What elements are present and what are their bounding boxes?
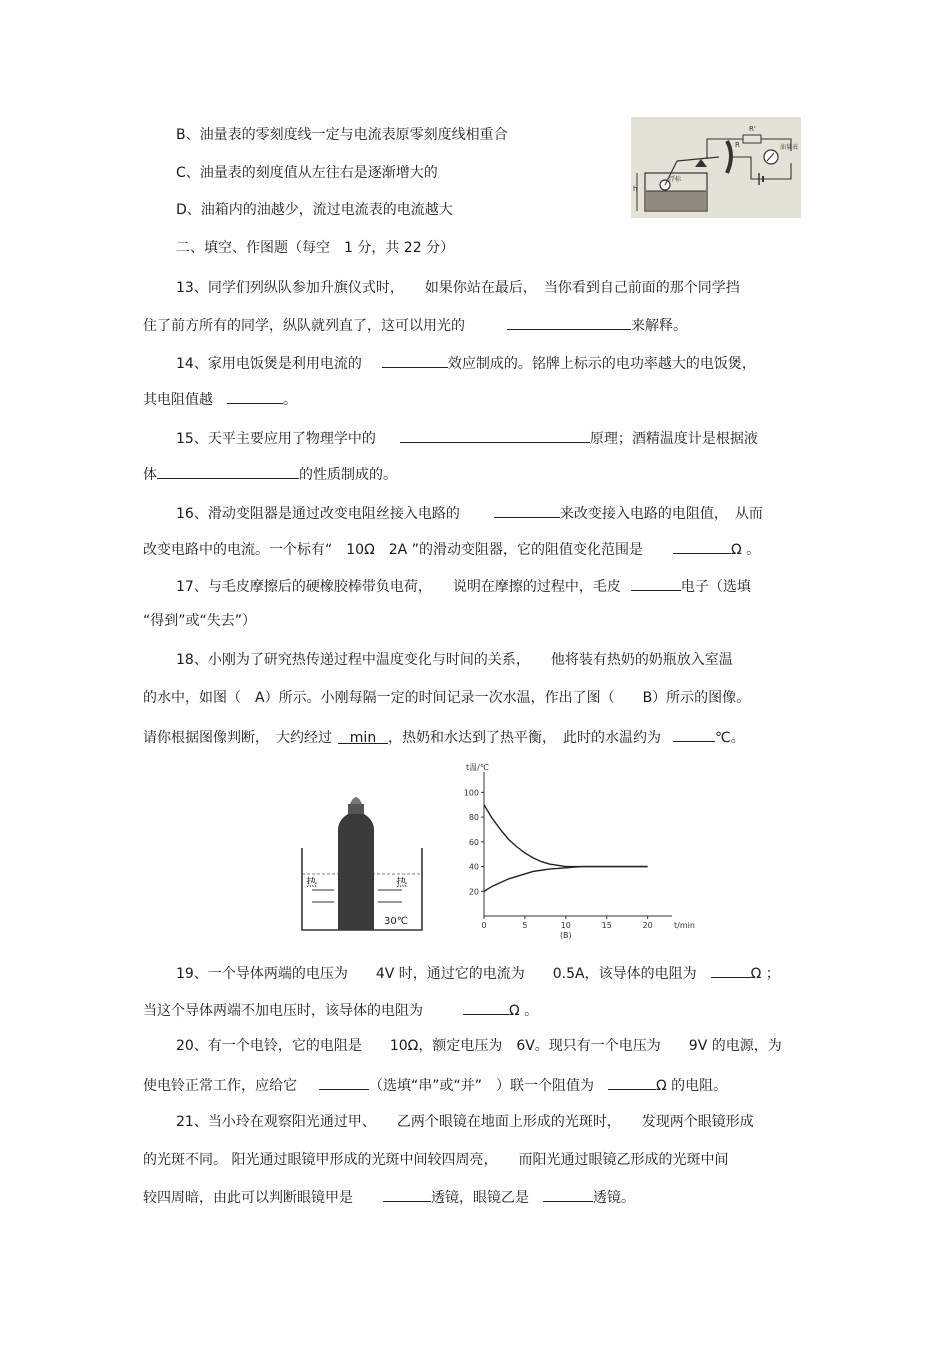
x-tick-label: 10	[560, 921, 571, 930]
q20-answer-blank-1[interactable]	[319, 1075, 369, 1090]
x-tick-label: 0	[481, 921, 487, 930]
q19-line1	[176, 963, 780, 983]
q20-answer-blank-2[interactable]	[608, 1075, 656, 1090]
q20-text-a: 使电铃正常工作，应给它	[143, 1078, 297, 1094]
q21-text-c: 透镜。	[593, 1190, 635, 1206]
q15-text-b: 原理；酒精温度计是根据液	[589, 431, 758, 447]
q21-line3	[143, 1187, 635, 1207]
series-line-water	[484, 867, 648, 892]
q14-line1	[176, 353, 756, 373]
q16-answer-blank-1[interactable]	[494, 503, 560, 518]
oil-gauge-circuit-figure	[631, 117, 801, 218]
q15-text-a: 15、天平主要应用了物理学中的	[176, 431, 376, 447]
figure-a-bottle-beaker	[292, 790, 432, 940]
h-label: h	[633, 185, 638, 193]
q19-line2	[143, 1000, 538, 1020]
r0-label: R'	[749, 125, 756, 133]
y-tick-label: 40	[468, 862, 479, 872]
q16-line2	[143, 539, 760, 559]
q18-line2: 的水中，如图（ A）所示。小刚每隔一定的时间记录一次水温，作出了图（ B）所示的图像。	[143, 690, 751, 706]
figure-a-temp: 30℃	[384, 916, 408, 927]
q14-text-b: 效应制成的。铭牌上标示的电功率越大的电饭煲，	[447, 356, 756, 372]
q18-line3	[143, 727, 745, 747]
q19-text-b: Ω ；	[750, 966, 780, 982]
q21-answer-blank-2[interactable]	[543, 1187, 593, 1202]
q19-text-d: Ω 。	[509, 1003, 539, 1019]
q15-answer-blank-2[interactable]	[157, 464, 299, 479]
q18-text-b: ，热奶和水达到了热平衡， 此时的水温约为	[388, 730, 661, 746]
q18-answer-blank-1[interactable]: min	[338, 729, 388, 744]
q14-text-c: 其电阻值越	[143, 392, 213, 408]
q20-line2	[143, 1075, 727, 1095]
q15-answer-blank-1[interactable]	[400, 428, 590, 443]
q18-answer-blank-2[interactable]	[673, 727, 715, 742]
series-line-milk	[484, 805, 648, 867]
x-tick-label: 20	[642, 921, 653, 930]
q15-line2	[143, 464, 397, 484]
y-tick-label: 60	[468, 837, 479, 847]
q14-line2	[143, 389, 297, 409]
q16-answer-blank-2[interactable]	[673, 539, 731, 554]
q14-answer-blank-2[interactable]	[227, 389, 283, 404]
q21-line2: 的光斑不同。 阳光通过眼镜甲形成的光斑中间较四周亮， 而阳光通过眼镜乙形成的光斑中间	[143, 1152, 729, 1168]
chart-caption: (B)	[559, 931, 572, 940]
q17-line2: “得到”或“失去”）	[143, 613, 257, 629]
q17-text-a: 17、与毛皮摩擦后的硬橡胶棒带负电荷， 说明在摩擦的过程中，毛皮	[176, 579, 621, 595]
x-tick-label: 15	[601, 921, 612, 930]
y-tick-label: 100	[463, 788, 479, 798]
y-axis-label: t温/℃	[466, 763, 489, 772]
q16-text-c: 改变电路中的电流。一个标有“ 10Ω 2A ”的滑动变阻器，它的阻值变化范围是	[143, 542, 643, 558]
q13-text-b: 来解释。	[631, 318, 687, 334]
float-label: 浮标	[669, 176, 682, 183]
q13-text-a: 住了前方所有的同学，纵队就列直了，这可以用光的	[143, 318, 465, 334]
q15-text-c: 体	[143, 467, 157, 483]
q14-answer-blank-1[interactable]	[382, 353, 448, 368]
q21-text-b: 透镜，眼镜乙是	[431, 1190, 529, 1206]
figure-b-chart	[440, 762, 695, 940]
figure-a-heat-right: 热	[396, 876, 407, 889]
q17-text-b: 电子（选填	[680, 579, 751, 595]
q16-text-b: 来改变接入电路的电阻值， 从而	[559, 506, 763, 522]
q18-line1: 18、小刚为了研究热传递过程中温度变化与时间的关系， 他将装有热奶的奶瓶放入室温	[176, 652, 733, 668]
q13-line1: 13、同学们列纵队参加升旗仪式时， 如果你站在最后， 当你看到自己前面的那个同学挡	[176, 280, 740, 296]
figure-a-heat-left: 热	[306, 876, 317, 889]
r-label: R	[735, 141, 740, 149]
q19-answer-blank-1[interactable]	[711, 963, 751, 978]
q18-text-c: ℃。	[715, 730, 745, 746]
q20-text-b: （选填“串”或“并” ）联一个阻值为	[369, 1078, 595, 1094]
meter-label: 油量表	[780, 144, 799, 151]
option-c: C、油量表的刻度值从左往右是逐渐增大的	[176, 165, 438, 181]
q16-line1	[176, 503, 763, 523]
q21-answer-blank-1[interactable]	[383, 1187, 431, 1202]
q18-text-a: 请你根据图像判断， 大约经过	[143, 730, 332, 746]
q17-answer-blank[interactable]	[631, 576, 681, 591]
q13-line2	[143, 315, 687, 335]
y-tick-label: 20	[468, 887, 479, 897]
x-tick-label: 5	[522, 921, 528, 930]
q16-text-a: 16、滑动变阻器是通过改变电阻丝接入电路的	[176, 506, 460, 522]
q15-text-d: 的性质制成的。	[299, 467, 397, 483]
q20-text-c: Ω 的电阻。	[656, 1078, 728, 1094]
q20-line1: 20、有一个电铃，它的电阻是 10Ω，额定电压为 6V。现只有一个电压为 9V 的电源，为	[176, 1038, 782, 1054]
x-axis-label: t/min	[674, 921, 695, 930]
q19-text-c: 当这个导体两端不加电压时，该导体的电阻为	[143, 1003, 423, 1019]
q13-answer-blank[interactable]	[507, 315, 631, 330]
option-d: D、油箱内的油越少，流过电流表的电流越大	[176, 202, 453, 218]
q16-text-d: Ω 。	[730, 542, 761, 558]
q14-text-a: 14、家用电饭煲是利用电流的	[176, 356, 362, 372]
q14-text-d: 。	[283, 392, 297, 408]
y-tick-label: 80	[468, 813, 479, 823]
q21-text-a: 较四周暗，由此可以判断眼镜甲是	[143, 1190, 353, 1206]
q15-line1	[176, 428, 758, 448]
q19-text-a: 19、一个导体两端的电压为 4V 时，通过它的电流为 0.5A，该导体的电阻为	[176, 966, 697, 982]
q17-line1	[176, 576, 751, 596]
section-title: 二、填空、作图题（每空 1 分，共 22 分）	[176, 240, 455, 256]
q19-answer-blank-2[interactable]	[463, 1000, 509, 1015]
temperature-time-chart	[440, 762, 695, 940]
option-b: B、油量表的零刻度线一定与电流表原零刻度线相重合	[176, 127, 508, 143]
q21-line1: 21、当小玲在观察阳光通过甲、 乙两个眼镜在地面上形成的光斑时， 发现两个眼镜形成	[176, 1114, 754, 1130]
